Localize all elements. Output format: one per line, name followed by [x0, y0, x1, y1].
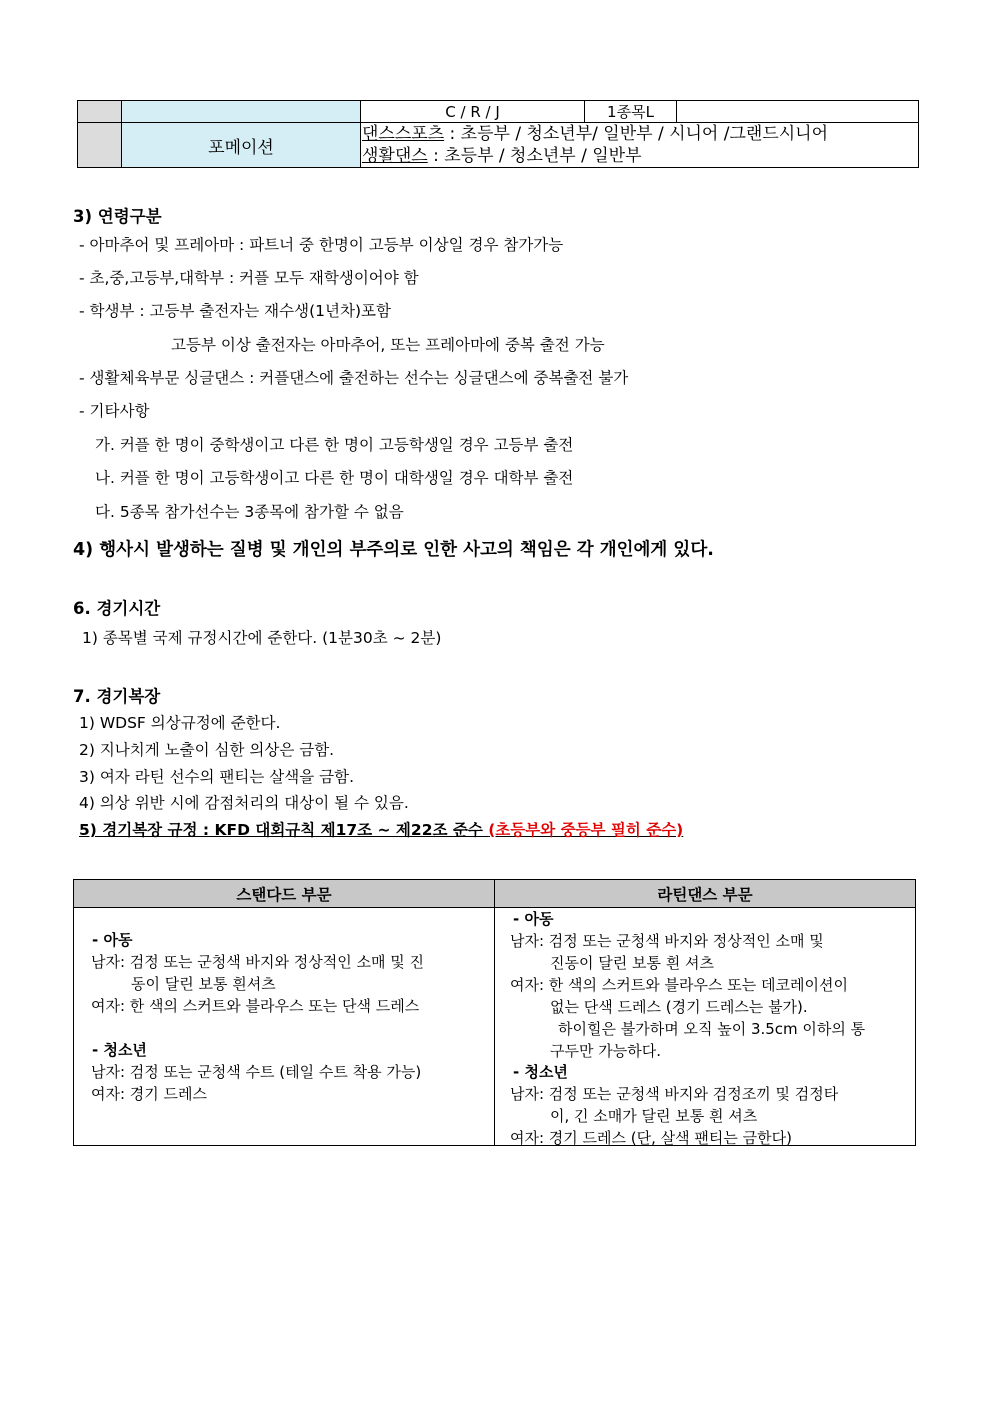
- standard-youth-line: 여자: 경기 드레스: [91, 1085, 208, 1103]
- latin-child-line: 여자: 한 색의 스커트와 블라우스 또는 데코레이션이: [510, 976, 848, 994]
- age-item: 다. 5종목 참가선수는 3종목에 참가할 수 없음: [95, 503, 404, 521]
- standard-child-line: 여자: 한 색의 스커트와 블라우스 또는 단색 드레스: [91, 997, 420, 1015]
- time-heading: 6. 경기시간: [73, 599, 161, 618]
- attire-table: [73, 879, 916, 1146]
- standard-header: 스탠다드 부문: [74, 880, 495, 908]
- attire-rule: [79, 818, 683, 840]
- liability-notice: 4) 행사시 발생하는 질병 및 개인의 부주의로 인한 사고의 책임은 각 개인에게 있다.: [73, 540, 714, 560]
- dancesport-divisions: [362, 123, 914, 145]
- latin-child-line: 하이힐은 불가하며 오직 높이 3.5cm 이하의 통: [558, 1020, 866, 1038]
- latin-child-line: 구두만 가능하다.: [550, 1042, 661, 1060]
- age-item: - 학생부 : 고등부 출전자는 재수생(1년차)포함: [79, 302, 391, 320]
- dancesport-label: 댄스스포츠: [362, 124, 445, 144]
- category-table: [77, 100, 919, 168]
- latin-youth-line: 이, 긴 소매가 달린 보통 흰 셔츠: [550, 1107, 758, 1125]
- latin-child-line: 없는 단색 드레스 (경기 드레스는 불가).: [550, 998, 808, 1016]
- blank-cyan-cell: [122, 101, 361, 123]
- standard-child-title: - 아동: [92, 931, 133, 949]
- latin-youth-title: - 청소년: [513, 1063, 568, 1081]
- age-item: - 초,중,고등부,대학부 : 커플 모두 재학생이어야 함: [79, 269, 419, 287]
- formation-label: 포메이션: [122, 123, 361, 168]
- age-item: - 기타사항: [79, 402, 150, 420]
- age-item: - 아마추어 및 프레아마 : 파트너 중 한명이 고등부 이상일 경우 참가가능: [79, 236, 564, 254]
- latin-cell: [495, 908, 916, 1146]
- age-item: 나. 커플 한 명이 고등학생이고 다른 한 명이 대학생일 경우 대학부 출전: [95, 469, 574, 487]
- latin-child-line: 남자: 검정 또는 군청색 바지와 정상적인 소매 및: [510, 932, 824, 950]
- blank-cell: [78, 123, 122, 168]
- crj-cell: C / R / J: [361, 101, 585, 123]
- dancesport-list: : 초등부 / 청소년부/ 일반부 / 시니어 /그랜드시니어: [444, 124, 829, 144]
- latin-child-line: 진동이 달린 보통 흰 셔츠: [550, 954, 714, 972]
- standard-youth-title: - 청소년: [92, 1041, 147, 1059]
- empty-cell: [677, 101, 919, 123]
- latin-child-title: - 아동: [513, 910, 554, 928]
- blank-cell: [78, 101, 122, 123]
- standard-youth-line: 남자: 검정 또는 군청색 수트 (테일 수트 착용 가능): [91, 1063, 422, 1081]
- standard-cell: [74, 908, 495, 1146]
- lifestyle-label: 생활댄스: [362, 146, 428, 166]
- latin-youth-line: 남자: 검정 또는 군청색 바지와 검정조끼 및 검정타: [510, 1085, 839, 1103]
- latin-header: 라틴댄스 부문: [495, 880, 916, 908]
- lifestyle-list: : 초등부 / 청소년부 / 일반부: [427, 146, 642, 166]
- attire-heading: 7. 경기복장: [73, 687, 161, 706]
- latin-youth-line: 여자: 경기 드레스 (단, 살색 팬티는 금한다): [510, 1129, 792, 1147]
- age-item: 가. 커플 한 명이 중학생이고 다른 한 명이 고등학생일 경우 고등부 출전: [95, 436, 574, 454]
- attire-item: 1) WDSF 의상규정에 준한다.: [79, 714, 281, 732]
- age-item: - 생활체육부문 싱글댄스 : 커플댄스에 출전하는 선수는 싱글댄스에 중복출전 불가: [79, 369, 629, 387]
- attire-item: 4) 의상 위반 시에 감점처리의 대상이 될 수 있음.: [79, 794, 409, 812]
- attire-item: 2) 지나치게 노출이 심한 의상은 금함.: [79, 741, 335, 759]
- lifestyle-divisions: [362, 145, 914, 167]
- age-heading: 3) 연령구분: [73, 207, 162, 226]
- attire-item: 3) 여자 라틴 선수의 팬티는 살색을 금함.: [79, 768, 354, 786]
- attire-rule-text: 5) 경기복장 규정 : KFD 대회규칙 제17조 ~ 제22조 준수: [79, 821, 489, 839]
- division-cell: [361, 123, 919, 168]
- attire-rule-emphasis: (초등부와 중등부 필히 준수): [488, 821, 684, 839]
- age-item: 고등부 이상 출전자는 아마추어, 또는 프레아마에 중복 출전 가능: [171, 336, 605, 354]
- standard-child-line: 남자: 검정 또는 군청색 바지와 정상적인 소매 및 진: [91, 953, 425, 971]
- standard-child-line: 동이 달린 보통 흰셔츠: [131, 975, 276, 993]
- time-item: 1) 종목별 국제 규정시간에 준한다. (1분30초 ~ 2분): [82, 629, 442, 647]
- event-count-cell: 1종목L: [585, 101, 677, 123]
